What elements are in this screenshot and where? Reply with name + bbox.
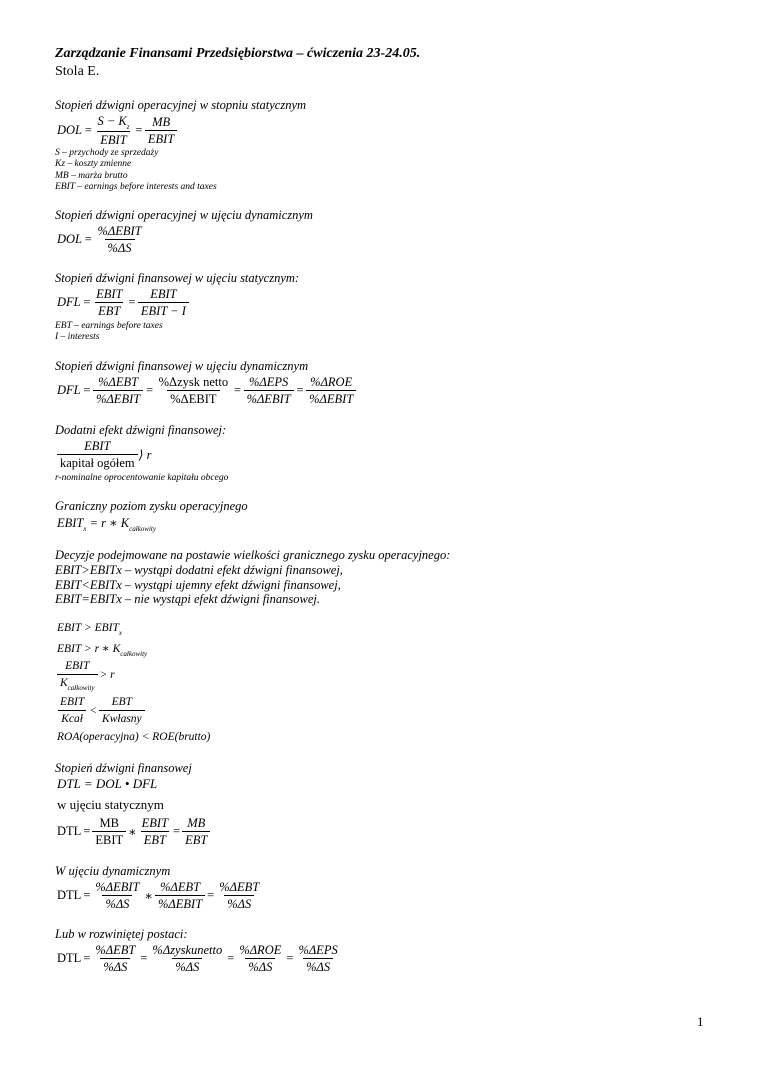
formula-dol-static — [57, 113, 177, 148]
section-heading-positive-effect: Dodatni efekt dźwigni finansowej: — [55, 423, 227, 437]
equals-sign: = — [83, 888, 91, 902]
relation: ⟩ r — [138, 447, 152, 462]
fraction — [138, 286, 189, 319]
formula-lhs: DTL — [57, 888, 82, 902]
numerator: MB — [152, 115, 171, 129]
inequality-4 — [57, 694, 145, 727]
note-line: I – interests — [55, 332, 100, 343]
section-heading-extended: Lub w rozwiniętej postaci: — [55, 927, 188, 941]
fraction — [94, 223, 144, 256]
denominator: %ΔS — [245, 958, 275, 975]
section-heading-dtl-dynamic: W ujęciu dynamicznym — [55, 864, 171, 878]
formula-rhs: = r ∗ K — [89, 516, 130, 530]
equals-sign: = — [82, 383, 92, 397]
denominator: %ΔEBIT — [167, 390, 219, 407]
numerator: MB — [187, 816, 206, 830]
inequality-text: EBIT > r ∗ K — [57, 643, 121, 655]
subscript: całkowity — [120, 650, 148, 658]
denominator: %ΔS — [102, 895, 132, 912]
equals-sign: = — [127, 295, 136, 309]
fraction — [57, 694, 87, 727]
note-line: EBIT – earnings before interests and taxes — [55, 181, 217, 192]
denominator: %ΔEBIT — [155, 895, 205, 912]
formula-lhs: DOL — [57, 232, 83, 246]
denominator: %ΔEBIT — [244, 390, 294, 407]
numerator: S − K — [97, 114, 127, 128]
numerator: EBIT — [65, 660, 90, 672]
denominator: %ΔEBIT — [93, 390, 143, 407]
denominator: EBT — [95, 302, 123, 319]
numerator: %ΔEBT — [95, 943, 136, 957]
equals-sign: = — [145, 383, 154, 397]
fraction — [155, 879, 205, 912]
fraction — [236, 942, 284, 975]
subscript: całkowity — [129, 525, 156, 533]
formula-lhs: DTL — [57, 824, 82, 838]
relation: < — [89, 704, 98, 717]
subscript: z — [126, 123, 130, 131]
note-line: MB – marża brutto — [55, 170, 128, 181]
section-heading-dol-static: Stopień dźwigni operacyjnej w stopniu statycznym — [55, 98, 307, 112]
equals-sign: = — [286, 951, 294, 965]
decision-line: EBIT=EBITx – nie wystąpi efekt dźwigni finansowej. — [55, 592, 321, 606]
equals-sign: = — [84, 232, 93, 246]
formula-ebitx — [57, 515, 156, 531]
denominator: %ΔEBIT — [306, 390, 356, 407]
subscript: x — [83, 525, 87, 533]
denominator: Kcał — [58, 710, 86, 727]
denominator: EBIT — [145, 130, 177, 147]
denominator: K — [60, 677, 68, 689]
fraction — [244, 374, 294, 407]
fraction — [92, 879, 142, 912]
inequality-3 — [57, 658, 115, 692]
formula-dtl-extended — [57, 942, 341, 975]
denominator: EBT — [182, 831, 210, 848]
numerator: %Δzyskunetto — [152, 943, 223, 957]
notes-dfl-static — [55, 321, 163, 344]
fraction — [182, 815, 210, 848]
formula-lhs: DFL — [57, 383, 81, 397]
multiply-sign: ∗ — [128, 824, 137, 839]
numerator: %ΔROE — [310, 375, 353, 389]
equals-sign: = — [140, 951, 148, 965]
numerator: %ΔEBT — [160, 880, 201, 894]
fraction — [156, 374, 231, 407]
denominator: %ΔS — [172, 958, 202, 975]
numerator: EBIT — [60, 696, 85, 708]
relation: > r — [99, 669, 115, 681]
section-heading-threshold: Graniczny poziom zysku operacyjnego — [55, 499, 248, 513]
static-label: w ujęciu statycznym — [57, 797, 164, 812]
numerator: EBIT — [150, 287, 177, 301]
equals-sign: = — [82, 295, 92, 309]
formula-dtl-dynamic — [57, 879, 262, 912]
decision-line: EBIT<EBITx – wystąpi ujemny efekt dźwigni finansowej, — [55, 577, 341, 592]
numerator: %ΔEPS — [248, 375, 289, 389]
numerator: EBIT — [96, 287, 123, 301]
section-heading-dtl: Stopień dźwigni finansowej — [55, 761, 192, 775]
fraction — [295, 942, 340, 975]
denominator: EBIT — [92, 831, 126, 848]
subscript: całkowity — [67, 684, 95, 692]
numerator: %ΔEBT — [98, 375, 139, 389]
note-line: EBT – earnings before taxes — [55, 321, 163, 331]
equals-sign: = — [207, 888, 215, 902]
fraction — [306, 374, 356, 407]
fraction — [93, 374, 143, 407]
numerator: %Δzysk netto — [158, 375, 229, 389]
inequality-2 — [57, 641, 148, 658]
formula-dtl-static — [57, 815, 210, 848]
numerator: %ΔEBIT — [95, 880, 140, 894]
fraction — [139, 815, 171, 848]
fraction — [92, 942, 138, 975]
equals-sign: = — [227, 951, 235, 965]
decision-list — [55, 563, 343, 607]
fraction — [216, 879, 262, 912]
section-heading-dol-dynamic: Stopień dźwigni operacyjnej w ujęciu dynamicznym — [55, 208, 313, 222]
numerator: %ΔEBIT — [97, 224, 142, 238]
denominator: %ΔS — [303, 958, 333, 975]
equals-sign: = — [83, 824, 91, 838]
numerator: %ΔEBT — [219, 880, 260, 894]
numerator: EBIT — [84, 439, 111, 453]
numerator: EBIT — [141, 816, 169, 830]
formula-positive-effect — [57, 438, 152, 471]
formula-lhs: DTL — [57, 951, 82, 965]
fraction — [57, 658, 98, 692]
numerator: EBT — [111, 696, 133, 708]
equals-sign: = — [173, 824, 181, 838]
equals-sign: = — [134, 123, 143, 137]
section-heading-decisions: Decyzje podejmowane na postawie wielkości granicznego zysku operacyjnego: — [55, 548, 451, 562]
denominator: EBIT — [97, 131, 129, 148]
equals-sign: = — [84, 123, 93, 137]
equals-sign: = — [233, 383, 242, 397]
denominator: %ΔS — [100, 958, 130, 975]
fraction — [93, 286, 125, 319]
decision-line: EBIT>EBITx – wystąpi dodatni efekt dźwigni finansowej, — [55, 563, 343, 577]
fraction — [57, 438, 138, 471]
equals-sign: = — [295, 383, 305, 397]
note-r: r-nominalne oprocentowanie kapitału obcego — [55, 473, 229, 483]
fraction — [92, 815, 126, 848]
section-heading-dfl-static: Stopień dźwigni finansowej w ujęciu statycznym: — [55, 271, 300, 285]
denominator: EBT — [141, 831, 169, 848]
denominator: %ΔS — [105, 239, 135, 256]
fraction — [145, 114, 177, 147]
page-number: 1 — [697, 1014, 704, 1029]
section-heading-dfl-dynamic: Stopień dźwigni finansowej w ujęciu dynamicznym — [55, 359, 309, 373]
fraction — [99, 694, 145, 727]
inequality-5: ROA(operacyjna) < ROE(brutto) — [57, 731, 211, 743]
formula-dtl: DTL = DOL • DFL — [57, 776, 158, 791]
fraction — [149, 942, 225, 975]
notes-dol-static — [55, 148, 217, 193]
inequality-text: EBIT > EBIT — [57, 622, 119, 634]
formula-dfl-dynamic — [57, 374, 356, 407]
formula-lhs: DFL — [57, 295, 81, 309]
denominator: Kwłasny — [99, 710, 145, 727]
document-author: Stola E. — [55, 64, 100, 79]
inequality-1 — [57, 622, 122, 637]
fraction — [94, 113, 132, 148]
numerator: %ΔEPS — [298, 943, 338, 957]
numerator: %ΔROE — [239, 943, 282, 957]
denominator: %ΔS — [224, 895, 254, 912]
formula-lhs: EBIT — [57, 516, 84, 530]
denominator: kapitał ogółem — [57, 454, 138, 471]
multiply-sign: ∗ — [144, 888, 154, 903]
formula-dol-dynamic — [57, 223, 145, 256]
formula-dfl-static — [57, 286, 189, 319]
formula-lhs: DOL — [57, 123, 83, 137]
equals-sign: = — [83, 951, 91, 965]
note-line: Kz – koszty zmienne — [55, 159, 132, 170]
denominator: EBIT − I — [138, 302, 189, 319]
document-title: Zarządzanie Finansami Przedsiębiorstwa – ćwiczenia 23-24.05. — [55, 46, 421, 61]
subscript: x — [118, 629, 122, 637]
note-line: S – przychody ze sprzedaży — [55, 148, 159, 158]
numerator: MB — [99, 816, 119, 830]
